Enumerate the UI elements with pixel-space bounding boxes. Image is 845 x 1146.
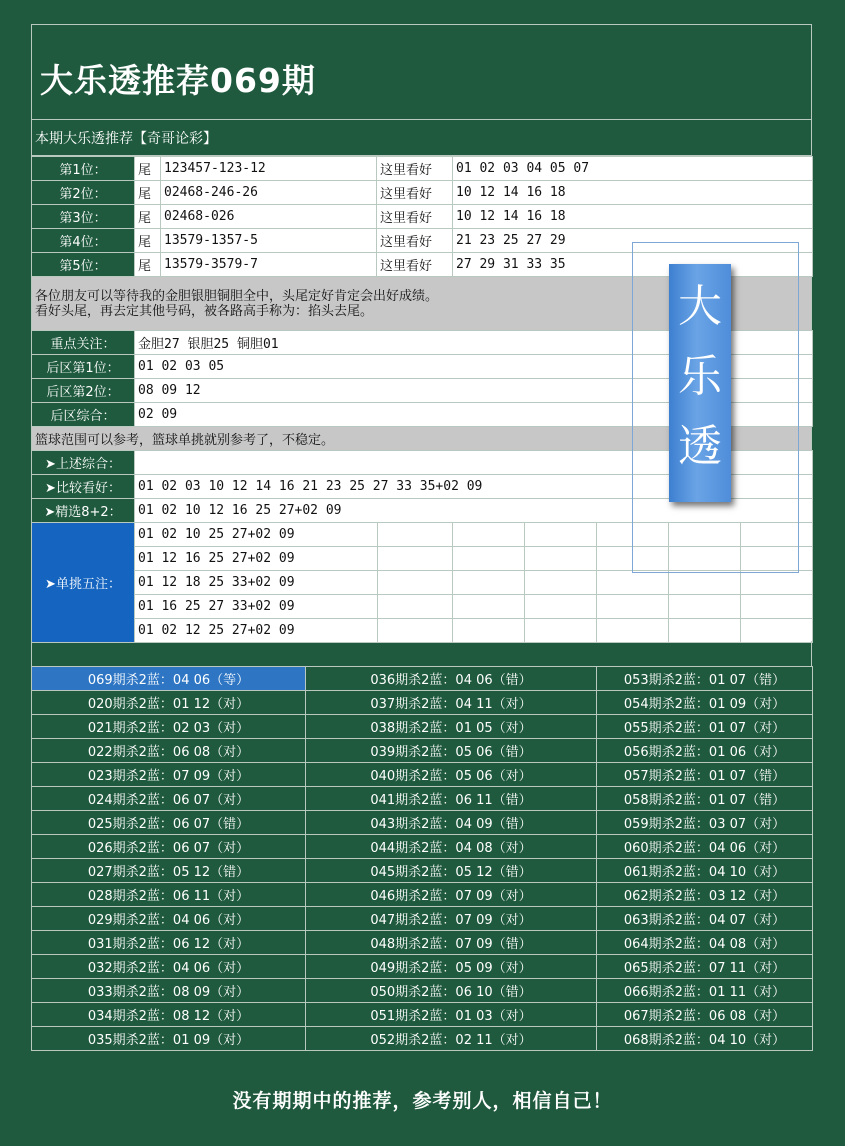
badge-char-2: 乐: [678, 351, 722, 402]
empty-cell: [669, 619, 741, 643]
kill-cell: 049期杀2蓝：05 09（对）: [306, 955, 597, 979]
kill-cell: 026期杀2蓝：06 07（对）: [32, 835, 306, 859]
kill-cell: 068期杀2蓝：04 10（对）: [597, 1027, 813, 1051]
kill-cell: 040期杀2蓝：05 06（对）: [306, 763, 597, 787]
kill-cell: 043期杀2蓝：04 09（错）: [306, 811, 597, 835]
kill-cell: 062期杀2蓝：03 12（对）: [597, 883, 813, 907]
empty-cell: [741, 619, 813, 643]
summary-label: ➤上述综合：: [32, 451, 135, 475]
kill-cell: 058期杀2蓝：01 07（错）: [597, 787, 813, 811]
kill-cell: 065期杀2蓝：07 11（对）: [597, 955, 813, 979]
kill-cell: 041期杀2蓝：06 11（错）: [306, 787, 597, 811]
empty-cell: [378, 523, 453, 547]
tail-marker: 尾: [135, 253, 161, 277]
empty-cell: [597, 619, 669, 643]
position-row: [32, 181, 813, 205]
empty-cell: [525, 571, 597, 595]
kill-row: [32, 739, 813, 763]
position-label: 第1位：: [32, 157, 135, 181]
kill-row: [32, 811, 813, 835]
kill-cell: 057期杀2蓝：01 07（错）: [597, 763, 813, 787]
kill-cell: 038期杀2蓝：01 05（对）: [306, 715, 597, 739]
single-row: [32, 619, 813, 643]
focus-value: 金胆27 银胆25 铜胆01: [135, 331, 813, 355]
empty-cell: [378, 571, 453, 595]
kill-cell: 053期杀2蓝：01 07（错）: [597, 667, 813, 691]
empty-cell: [741, 571, 813, 595]
tail-marker: 尾: [135, 205, 161, 229]
focus-value: 08 09 12: [135, 379, 813, 403]
single-pick: 01 16 25 27 33+02 09: [135, 595, 378, 619]
focus-value: 01 02 03 05: [135, 355, 813, 379]
empty-cell: [453, 523, 525, 547]
empty-cell: [597, 571, 669, 595]
position-hint: 这里看好: [377, 181, 453, 205]
kill-cell: 064期杀2蓝：04 08（对）: [597, 931, 813, 955]
kill-cell: 066期杀2蓝：01 11（对）: [597, 979, 813, 1003]
empty-cell: [525, 523, 597, 547]
kill-table: [31, 666, 813, 1051]
kill-cell: 028期杀2蓝：06 11（对）: [32, 883, 306, 907]
position-numbers: 13579-1357-5: [161, 229, 377, 253]
kill-cell: 059期杀2蓝：03 07（对）: [597, 811, 813, 835]
kill-cell: 020期杀2蓝：01 12（对）: [32, 691, 306, 715]
single-row: [32, 595, 813, 619]
kill-cell: 056期杀2蓝：01 06（对）: [597, 739, 813, 763]
footer-slogan: 没有期期中的推荐，参考别人，相信自己！: [232, 1090, 613, 1112]
kill-cell: 051期杀2蓝：01 03（对）: [306, 1003, 597, 1027]
position-hint: 这里看好: [377, 253, 453, 277]
position-hint: 这里看好: [377, 229, 453, 253]
summary-value: 01 02 10 12 16 25 27+02 09: [135, 499, 813, 523]
brand-badge: [669, 264, 731, 502]
kill-cell: 045期杀2蓝：05 12（错）: [306, 859, 597, 883]
position-picks: 01 02 03 04 05 07: [453, 157, 813, 181]
empty-cell: [453, 571, 525, 595]
single-row: [32, 571, 813, 595]
kill-cell: 024期杀2蓝：06 07（对）: [32, 787, 306, 811]
empty-cell: [525, 619, 597, 643]
position-hint: 这里看好: [377, 157, 453, 181]
kill-row: [32, 787, 813, 811]
page-title: 大乐透推荐069期: [40, 61, 316, 100]
kill-cell: 055期杀2蓝：01 07（对）: [597, 715, 813, 739]
kill-cell: 052期杀2蓝：02 11（对）: [306, 1027, 597, 1051]
kill-cell: 023期杀2蓝：07 09（对）: [32, 763, 306, 787]
position-row: [32, 205, 813, 229]
kill-row: [32, 691, 813, 715]
notice-text-2: 篮球范围可以参考，篮球单挑就别参考了，不稳定。: [32, 427, 812, 451]
kill-row: [32, 1003, 813, 1027]
kill-cell: 047期杀2蓝：07 09（对）: [306, 907, 597, 931]
spacer-row: [31, 641, 812, 666]
position-numbers: 13579-3579-7: [161, 253, 377, 277]
position-numbers: 02468-026: [161, 205, 377, 229]
subheader: 本期大乐透推荐【奇哥论彩】: [31, 120, 812, 156]
notice-line-1: 各位朋友可以等待我的金胆银胆铜胆全中，头尾定好肯定会出好成绩。: [35, 288, 439, 304]
position-picks: 10 12 14 16 18: [453, 181, 813, 205]
position-label: 第4位：: [32, 229, 135, 253]
kill-cell: 031期杀2蓝：06 12（对）: [32, 931, 306, 955]
focus-label: 后区第1位：: [32, 355, 135, 379]
kill-cell: 048期杀2蓝：07 09（错）: [306, 931, 597, 955]
single-label: ➤单挑五注：: [32, 523, 135, 643]
kill-cell: 063期杀2蓝：04 07（对）: [597, 907, 813, 931]
kill-cell: 029期杀2蓝：04 06（对）: [32, 907, 306, 931]
empty-cell: [453, 547, 525, 571]
notice-line-2: 看好头尾，再去定其他号码，被各路高手称为：掐头去尾。: [35, 303, 374, 319]
position-row: [32, 157, 813, 181]
kill-row: [32, 955, 813, 979]
focus-label: 后区综合：: [32, 403, 135, 427]
empty-cell: [525, 595, 597, 619]
tail-marker: 尾: [135, 181, 161, 205]
kill-cell: 033期杀2蓝：08 09（对）: [32, 979, 306, 1003]
badge-char-3: 透: [678, 421, 722, 472]
kill-cell: 069期杀2蓝：04 06（等）: [32, 667, 306, 691]
kill-cell: 022期杀2蓝：06 08（对）: [32, 739, 306, 763]
kill-row: [32, 1027, 813, 1051]
kill-cell: 027期杀2蓝：05 12（错）: [32, 859, 306, 883]
kill-cell: 032期杀2蓝：04 06（对）: [32, 955, 306, 979]
position-label: 第2位：: [32, 181, 135, 205]
title-box: [31, 24, 812, 120]
badge-char-1: 大: [678, 281, 722, 332]
kill-cell: 039期杀2蓝：05 06（错）: [306, 739, 597, 763]
kill-row: [32, 763, 813, 787]
position-label: 第5位：: [32, 253, 135, 277]
kill-cell: 034期杀2蓝：08 12（对）: [32, 1003, 306, 1027]
kill-row: [32, 907, 813, 931]
empty-cell: [378, 619, 453, 643]
position-picks: 10 12 14 16 18: [453, 205, 813, 229]
kill-row: [32, 859, 813, 883]
focus-value: 02 09: [135, 403, 813, 427]
kill-cell: 037期杀2蓝：04 11（对）: [306, 691, 597, 715]
kill-cell: 050期杀2蓝：06 10（错）: [306, 979, 597, 1003]
kill-cell: 044期杀2蓝：04 08（对）: [306, 835, 597, 859]
position-picks: 21 23 25 27 29: [453, 229, 813, 253]
empty-cell: [453, 595, 525, 619]
position-hint: 这里看好: [377, 205, 453, 229]
empty-cell: [378, 595, 453, 619]
position-picks: 27 29 31 33 35: [453, 253, 813, 277]
empty-cell: [453, 619, 525, 643]
kill-cell: 036期杀2蓝：04 06（错）: [306, 667, 597, 691]
kill-row: [32, 979, 813, 1003]
summary-value: 01 02 03 10 12 14 16 21 23 25 27 33 35+02 09: [135, 475, 813, 499]
summary-label: ➤精选8+2：: [32, 499, 135, 523]
kill-cell: 025期杀2蓝：06 07（错）: [32, 811, 306, 835]
kill-cell: 035期杀2蓝：01 09（对）: [32, 1027, 306, 1051]
position-numbers: 02468-246-26: [161, 181, 377, 205]
kill-row: [32, 931, 813, 955]
empty-cell: [597, 595, 669, 619]
kill-row: [32, 715, 813, 739]
kill-row: [32, 883, 813, 907]
position-numbers: 123457-123-12: [161, 157, 377, 181]
summary-label: ➤比较看好：: [32, 475, 135, 499]
kill-row: [32, 667, 813, 691]
single-pick: 01 02 10 25 27+02 09: [135, 523, 378, 547]
kill-cell: 054期杀2蓝：01 09（对）: [597, 691, 813, 715]
focus-label: 重点关注：: [32, 331, 135, 355]
tail-marker: 尾: [135, 229, 161, 253]
empty-cell: [741, 595, 813, 619]
tail-marker: 尾: [135, 157, 161, 181]
single-pick: 01 12 16 25 27+02 09: [135, 547, 378, 571]
kill-cell: 067期杀2蓝：06 08（对）: [597, 1003, 813, 1027]
empty-cell: [669, 571, 741, 595]
single-pick: 01 12 18 25 33+02 09: [135, 571, 378, 595]
empty-cell: [525, 547, 597, 571]
kill-cell: 021期杀2蓝：02 03（对）: [32, 715, 306, 739]
kill-cell: 060期杀2蓝：04 06（对）: [597, 835, 813, 859]
kill-cell: 046期杀2蓝：07 09（对）: [306, 883, 597, 907]
empty-cell: [669, 595, 741, 619]
position-label: 第3位：: [32, 205, 135, 229]
empty-cell: [378, 547, 453, 571]
kill-cell: 061期杀2蓝：04 10（对）: [597, 859, 813, 883]
focus-label: 后区第2位：: [32, 379, 135, 403]
single-pick: 01 02 12 25 27+02 09: [135, 619, 378, 643]
kill-row: [32, 835, 813, 859]
